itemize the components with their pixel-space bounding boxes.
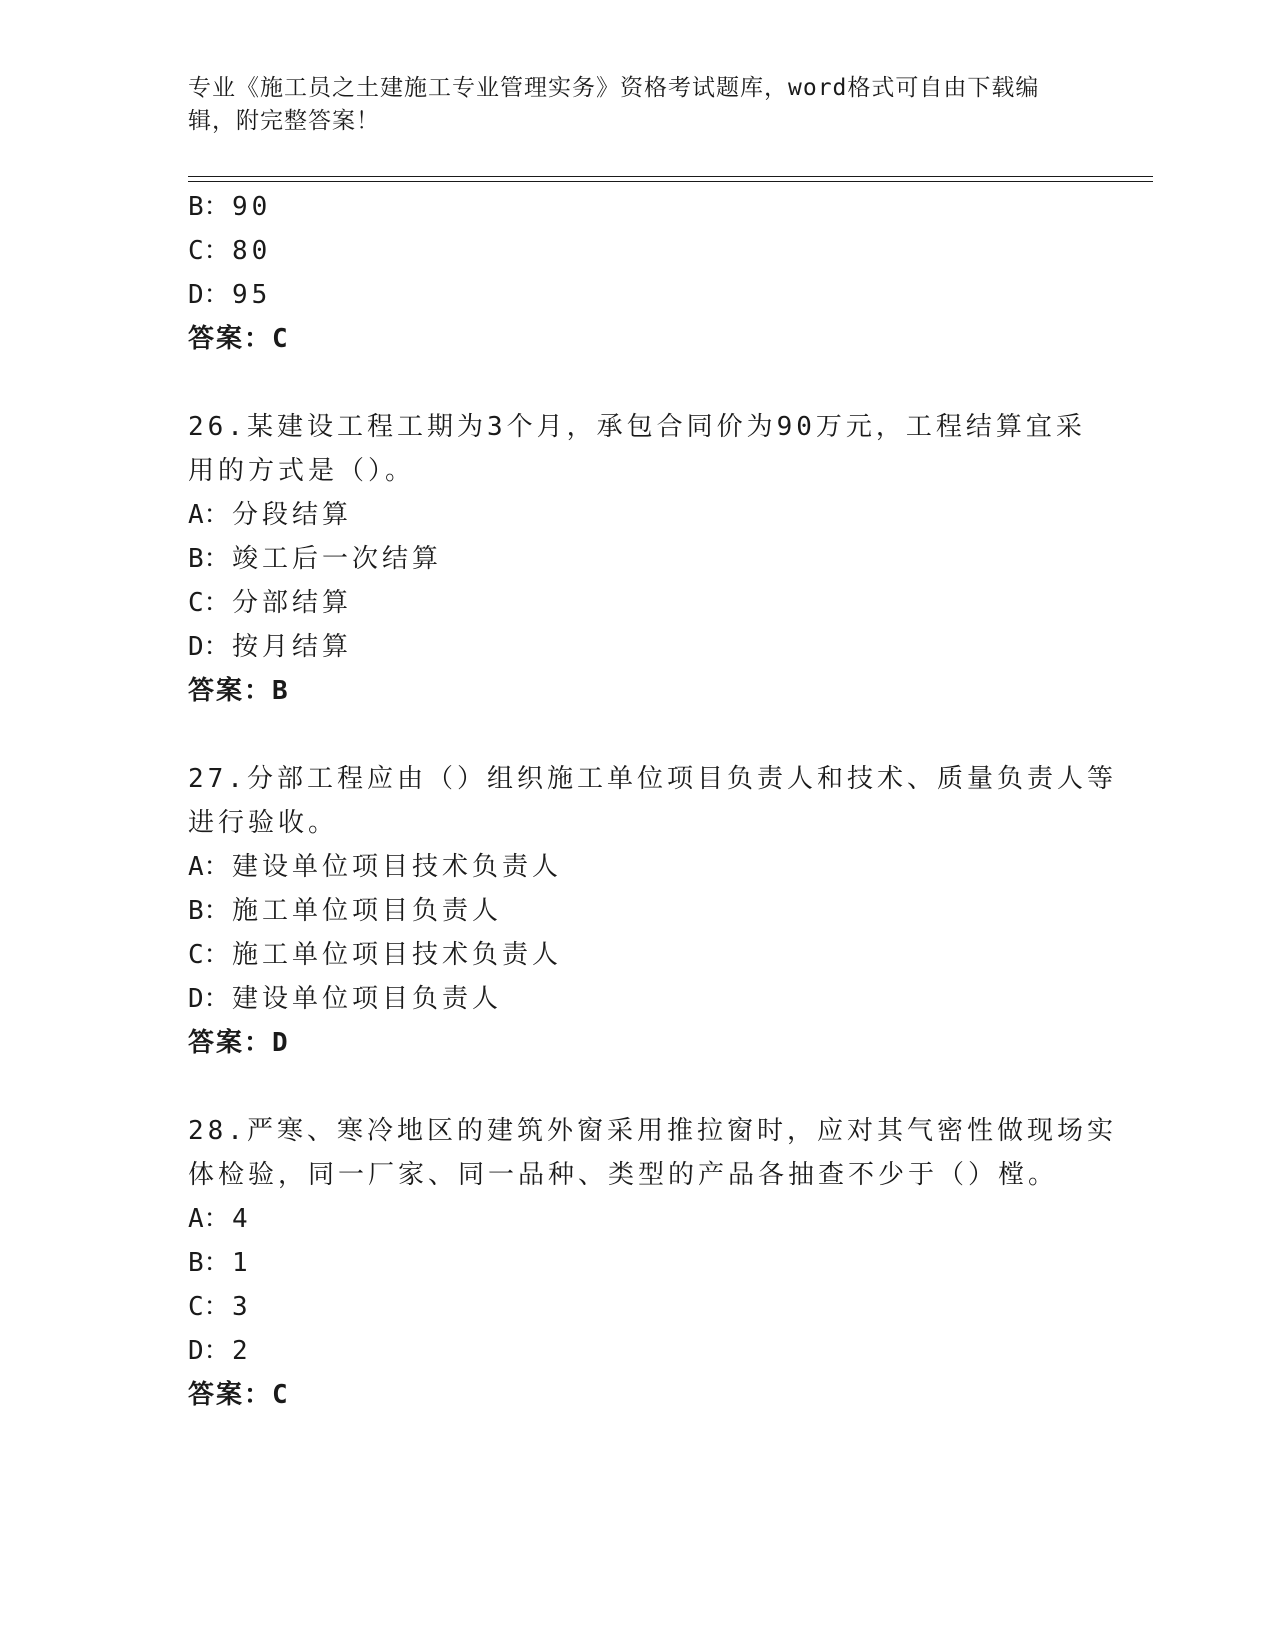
question-27-line-2: 进行验收。 (188, 808, 339, 838)
question-28-line-2: 体检验，同一厂家、同一品种、类型的产品各抽查不少于（）樘。 (188, 1160, 1059, 1190)
document-header: 专业《施工员之土建施工专业管理实务》资格考试题库，word格式可自由下载编辑，附完整答案！ (188, 75, 1040, 134)
q28-option-c: C：3 (188, 1292, 252, 1322)
q26-option-d: D：按月结算 (188, 632, 353, 662)
q27-option-b: B：施工单位项目负责人 (188, 896, 503, 926)
q27-option-c: C：施工单位项目技术负责人 (188, 940, 563, 970)
option-c: C：80 (188, 236, 272, 266)
q28-option-a: A：4 (188, 1204, 252, 1234)
answer: 答案：C (188, 324, 290, 354)
question-26-line-2: 用的方式是（）。 (188, 456, 416, 486)
q27-option-d: D：建设单位项目负责人 (188, 984, 503, 1014)
question-27-line-1: 27.分部工程应由（）组织施工单位项目负责人和技术、质量负责人等 (188, 764, 1117, 794)
q27-answer: 答案：D (188, 1028, 290, 1058)
q27-option-a: A：建设单位项目技术负责人 (188, 852, 563, 882)
q28-option-b: B：1 (188, 1248, 252, 1278)
header-rule-bottom (188, 181, 1153, 182)
q28-option-d: D：2 (188, 1336, 252, 1366)
option-b: B：90 (188, 192, 272, 222)
option-d: D：95 (188, 280, 272, 310)
q26-option-a: A：分段结算 (188, 500, 353, 530)
question-28-line-1: 28.严寒、寒冷地区的建筑外窗采用推拉窗时，应对其气密性做现场实 (188, 1116, 1117, 1146)
question-26-line-1: 26.某建设工程工期为3个月，承包合同价为90万元，工程结算宜采 (188, 412, 1086, 442)
q26-option-b: B：竣工后一次结算 (188, 544, 443, 574)
q28-answer: 答案：C (188, 1380, 290, 1410)
q26-answer: 答案：B (188, 676, 290, 706)
header-rule-top (188, 176, 1153, 177)
q26-option-c: C：分部结算 (188, 588, 353, 618)
